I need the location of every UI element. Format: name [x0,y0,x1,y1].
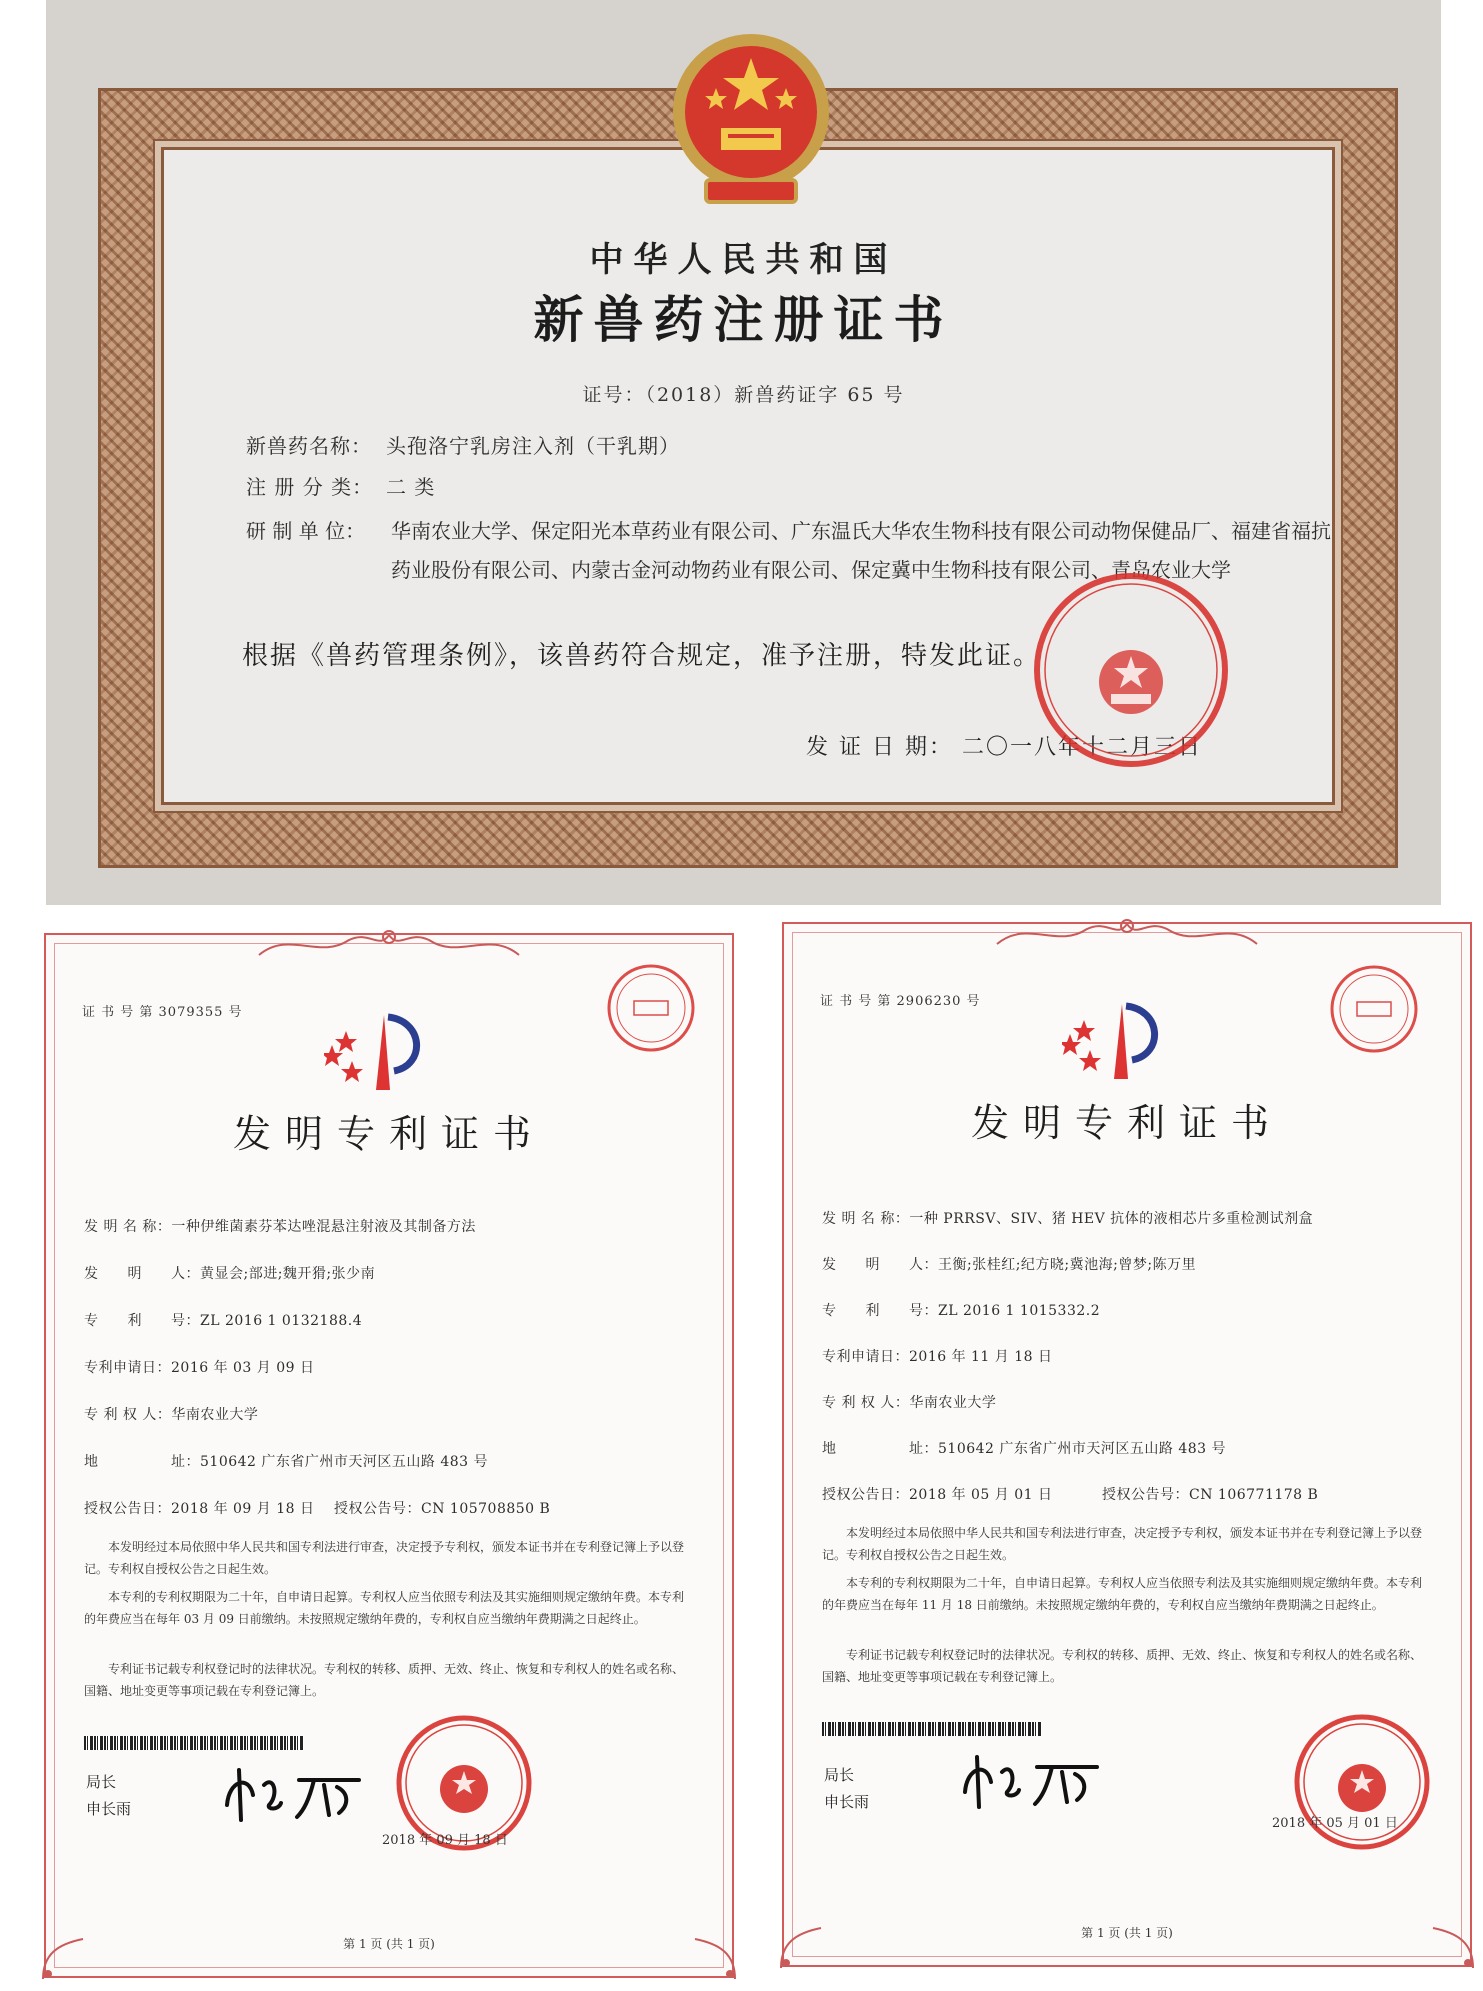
grant-date-label: 授权公告日： [822,1487,909,1503]
legal-status-paragraph: 专利证书记载专利权登记时的法律状况。专利权的转移、质押、无效、终止、恢复和专利权人的姓名或名称、国籍、地址变更等事项记载在专利登记簿上。 [84,1662,685,1698]
patent-office-logo-icon [324,1005,434,1095]
drug-name-row [246,430,680,459]
patent-certificate-2 [782,922,1472,1967]
inventor-row [822,1254,1196,1274]
director-name: 申长雨 [86,1800,132,1818]
patentee-value: 华南农业大学 [909,1395,997,1411]
statement-paragraph: 本发明经过本局依照中华人民共和国专利法进行审查，决定授予专利权，颁发本证书并在专利登记簿上予以登记。专利权自授权公告之日起生效。 [84,1540,685,1576]
application-date-label: 专利申请日： [822,1349,909,1365]
address-value: 510642 广东省广州市天河区五山路 483 号 [938,1441,1227,1457]
patentee-label: 专 利 权 人： [822,1395,910,1411]
inventor-row [84,1263,375,1283]
inventor-label: 发 明 人： [84,1266,200,1282]
developer-units-value: 华南农业大学、保定阳光本草药业有限公司、广东温氏大华农生物科技有限公司动物保健品厂、福建省福抗药业股份有限公司、内蒙古金河动物药业有限公司、保定冀中生物科技有限公司、青岛农业大学 [391,519,1331,582]
grant-number-label: 授权公告号： [334,1501,421,1517]
address-row [84,1451,488,1471]
invention-name-row [822,1208,1313,1228]
category-value: 二 类 [386,475,436,499]
patent-certificate-1 [44,933,734,1978]
application-date-row [822,1346,1053,1366]
patent-office-seal-icon [1292,1712,1432,1852]
invention-name-label: 发 明 名 称： [822,1211,910,1227]
registration-category-row [246,471,435,500]
address-label: 地 址： [822,1441,938,1457]
patent-title: 发明专利证书 [232,1112,545,1156]
page-number: 第 1 页 (共 1 页) [343,1937,435,1951]
country-name: 中华人民共和国 [589,240,898,280]
drug-name-label: 新兽药名称： [246,434,372,458]
tax-stamp-icon [604,961,699,1056]
patent-number-value: ZL 2016 1 0132188.4 [200,1313,363,1329]
grant-number-label: 授权公告号： [1102,1487,1189,1503]
patent-certificate-number: 证 书 号 第 2906230 号 [820,994,981,1009]
patent-number-value: ZL 2016 1 1015332.2 [938,1303,1101,1319]
top-ornament-icon [987,914,1267,954]
patentee-value: 华南农业大学 [171,1407,259,1423]
certificate-title: 新兽药注册证书 [533,290,954,349]
application-date-value: 2016 年 03 月 09 日 [171,1360,315,1376]
patent-number-label: 专 利 号： [84,1313,200,1329]
vet-drug-certificate [46,0,1441,905]
address-label: 地 址： [84,1454,200,1470]
invention-name-value: 一种伊维菌素芬苯达唑混悬注射液及其制备方法 [171,1219,476,1235]
director-block [86,1769,131,1823]
grant-date-value: 2018 年 09 月 18 日 [171,1501,315,1517]
patent-number-label: 专 利 号： [822,1303,938,1319]
approval-statement: 根据《兽药管理条例》，该兽药符合规定，准予注册，特发此证。 [242,641,1042,671]
barcode [84,1736,304,1750]
seal-date: 2018 年 09 月 18 日 [382,1833,508,1848]
issue-date: 发 证 日 期： 二〇一八年十二月三日 [806,735,1202,760]
grant-number-value: CN 106771178 B [1189,1487,1319,1503]
invention-name-value: 一种 PRRSV、SIV、猪 HEV 抗体的液相芯片多重检测试剂盒 [909,1211,1314,1227]
seal-date: 2018 年 05 月 01 日 [1272,1816,1398,1831]
director-signature-icon [957,1752,1107,1812]
inventor-value: 王衡;张桂红;纪方晓;冀池海;曾梦;陈万里 [938,1257,1197,1273]
developer-units-label: 研 制 单 位： [246,519,366,543]
grant-number-row [334,1498,550,1518]
director-signature-icon [219,1765,369,1825]
drug-name-value: 头孢洛宁乳房注入剂（干乳期） [386,434,680,458]
grant-date-value: 2018 年 05 月 01 日 [909,1487,1053,1503]
category-label: 注 册 分 类： [246,475,374,499]
patentee-row [84,1404,258,1424]
legal-status-paragraph: 专利证书记载专利权登记时的法律状况。专利权的转移、质押、无效、终止、恢复和专利权人的姓名或名称、国籍、地址变更等事项记载在专利登记簿上。 [822,1648,1423,1684]
director-title: 局长 [86,1773,117,1791]
grant-date-label: 授权公告日： [84,1501,171,1517]
certificate-number: 证号：（2018）新兽药证字 65 号 [582,384,905,406]
patent-number-row [822,1300,1100,1320]
page-number: 第 1 页 (共 1 页) [1081,1926,1173,1940]
patentee-label: 专 利 权 人： [84,1407,172,1423]
director-block [824,1762,869,1816]
inventor-value: 黄显会;部进;魏开猾;张少南 [200,1266,376,1282]
grant-date-row [84,1498,315,1518]
patent-number-row [84,1310,362,1330]
term-paragraph: 本专利的专利权期限为二十年，自申请日起算。专利权人应当依照专利法及其实施细则规定缴纳年费。本专利的年费应当在每年 03 月 09 日前缴纳。未按照规定缴纳年费的，专利权自应当缴纳年费期满之日起终止。 [84,1590,685,1626]
application-date-row [84,1357,315,1377]
term-paragraph: 本专利的专利权期限为二十年，自申请日起算。专利权人应当依照专利法及其实施细则规定缴纳年费。本专利的年费应当在每年 11 月 18 日前缴纳。未按照规定缴纳年费的，专利权自应当缴纳年费期满之日起终止。 [822,1576,1423,1612]
top-ornament-icon [249,925,529,965]
application-date-label: 专利申请日： [84,1360,171,1376]
inventor-label: 发 明 人： [822,1257,938,1273]
ministry-seal-icon [1031,570,1231,770]
patentee-row [822,1392,996,1412]
tax-stamp-icon [1327,962,1422,1057]
barcode [822,1722,1042,1736]
grant-number-row [1102,1484,1318,1504]
address-value: 510642 广东省广州市天河区五山路 483 号 [200,1454,489,1470]
director-title: 局长 [824,1766,855,1784]
national-emblem-icon [666,30,836,210]
patent-office-logo-icon [1062,994,1172,1084]
grant-number-value: CN 105708850 B [421,1501,551,1517]
invention-name-row [84,1216,476,1236]
address-row [822,1438,1226,1458]
director-name: 申长雨 [824,1793,870,1811]
patent-certificate-number: 证 书 号 第 3079355 号 [82,1005,243,1020]
application-date-value: 2016 年 11 月 18 日 [909,1349,1053,1365]
grant-date-row [822,1484,1053,1504]
patent-title: 发明专利证书 [970,1101,1283,1145]
invention-name-label: 发 明 名 称： [84,1219,172,1235]
statement-paragraph: 本发明经过本局依照中华人民共和国专利法进行审查，决定授予专利权，颁发本证书并在专利登记簿上予以登记。专利权自授权公告之日起生效。 [822,1526,1423,1562]
